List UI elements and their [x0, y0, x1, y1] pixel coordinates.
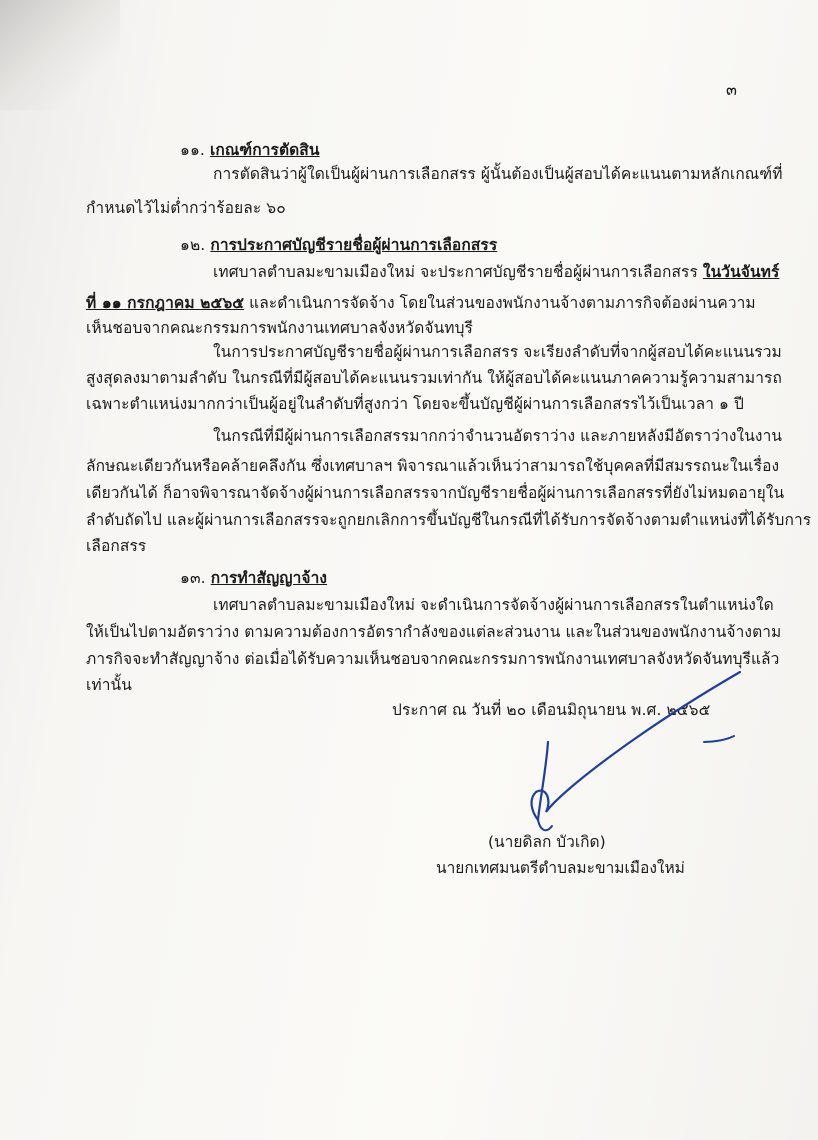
section-13-number: ๑๓.: [180, 569, 206, 587]
section-12-para3-line3: เดียวกันได้ ก็อาจพิจารณาจัดจ้างผู้ผ่านการเลือกสรรจากบัญชีรายชื่อผู้ผ่านการเลือกสรรที่ยังไม่หมดอายุใน: [86, 484, 785, 502]
section-13-line-1: เทศบาลตำบลมะขามเมืองใหม่ จะดำเนินการจัดจ้างผู้ผ่านการเลือกสรรในตำแหน่งใด: [213, 596, 774, 614]
section-12-para3-line5: เลือกสรร: [86, 537, 147, 555]
section-12-announce-day: ในวันจันทร์: [702, 263, 780, 281]
section-12-para2-line3: เฉพาะตำแหน่งมากกว่าเป็นผู้อยู่ในลำดับที่สูงกว่า โดยจะขึ้นบัญชีผู้ผ่านการเลือกสรรไว้เป็นเวลา ๑ ปี: [86, 395, 744, 413]
signatory-position: นายกเทศมนตรีตำบลมะขามเมืองใหม่: [436, 859, 685, 877]
section-12-para2-line2: สูงสุดลงมาตามลำดับ ในกรณีที่มีผู้สอบได้คะแนนรวมเท่ากัน ให้ผู้สอบได้คะแนนภาคความรู้ความสามารถ: [86, 369, 782, 387]
section-13-line-2: ให้เป็นไปตามอัตราว่าง ตามความต้องการอัตรากำลังของแต่ละส่วนงาน และในส่วนของพนักงานจ้างตาม: [86, 623, 782, 641]
section-12-para1-text: เทศบาลตำบลมะขามเมืองใหม่ จะประกาศบัญชีรายชื่อผู้ผ่านการเลือกสรร: [213, 263, 698, 281]
section-11-line-1: การตัดสินว่าผู้ใดเป็นผู้ผ่านการเลือกสรร ผู้นั้นต้องเป็นผู้สอบได้คะแนนตามหลักเกณฑ์ที่: [213, 165, 783, 183]
section-12-title: การประกาศบัญชีรายชื่อผู้ผ่านการเลือกสรร: [210, 236, 498, 254]
section-12-para3-line1: ในกรณีที่มีผู้ผ่านการเลือกสรรมากกว่าจำนวนอัตราว่าง และภายหลังมีอัตราว่างในงาน: [213, 427, 783, 445]
section-12-para2-line1: ในการประกาศบัญชีรายชื่อผู้ผ่านการเลือกสรร จะเรียงลำดับที่จากผู้สอบได้คะแนนรวม: [213, 343, 782, 361]
section-13-title: การทำสัญญาจ้าง: [210, 569, 328, 587]
section-11-line-2: กำหนดไว้ไม่ต่ำกว่าร้อยละ ๖๐: [86, 199, 286, 217]
signatory-name: (นายดิลก บัวเกิด): [488, 833, 606, 851]
section-11-number: ๑๑.: [180, 141, 205, 159]
section-12-announce-date: ที่ ๑๑ กรกฎาคม ๒๕๖๕: [86, 294, 245, 312]
section-12-para3-line4: ลำดับถัดไป และผู้ผ่านการเลือกสรรจะถูกยกเลิกการขึ้นบัญชีในกรณีที่ได้รับการจัดจ้างตามตำแหน่งที่ได้รับการ: [86, 511, 812, 529]
section-12-para1-line3: เห็นชอบจากคณะกรรมการพนักงานเทศบาลจังหวัดจันทบุรี: [86, 319, 473, 337]
section-13-line-4: เท่านั้น: [86, 676, 132, 694]
section-12-para1-rest: และดำเนินการจัดจ้าง โดยในส่วนของพนักงานจ้างตามภารกิจต้องผ่านความ: [249, 294, 756, 312]
announcement-date: ประกาศ ณ วันที่ ๒๐ เดือนมิถุนายน พ.ศ. ๒๕๖๕: [392, 701, 711, 719]
section-12-number: ๑๒.: [180, 236, 206, 254]
section-12-para3-line2: ลักษณะเดียวกันหรือคล้ายคลึงกัน ซึ่งเทศบาลฯ พิจารณาแล้วเห็นว่าสามารถใช้บุคคลที่มีสมรรถนะในเรื่อง: [86, 457, 780, 475]
section-13-line-3: ภารกิจจะทำสัญญาจ้าง ต่อเมื่อได้รับความเห็นชอบจากคณะกรรมการพนักงานเทศบาลจังหวัดจันทบุรีแล้ว: [86, 650, 780, 668]
page-number: ๓: [726, 80, 737, 99]
section-11-title: เกณฑ์การตัดสิน: [209, 141, 320, 159]
